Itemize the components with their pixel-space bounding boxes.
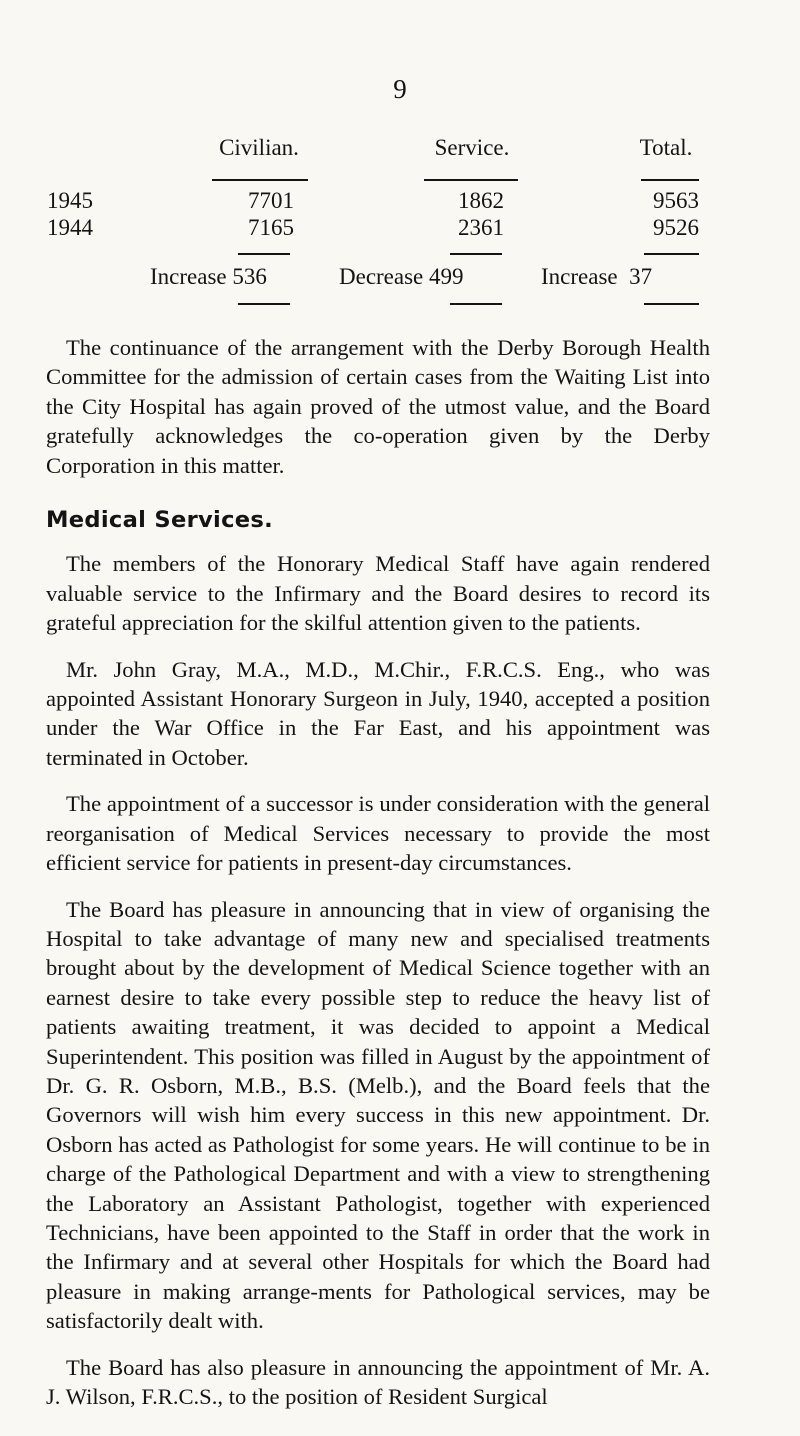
cell-civilian: 7165 [248,215,294,240]
header-civilian: Civilian. [219,135,299,160]
rule-total-mid [644,253,699,255]
report-body [46,333,710,1428]
cell-total: 9526 [653,215,699,240]
change-civilian: Increase 536 [150,264,267,289]
rule-total-bottom [644,303,699,305]
header-service: Service. [434,135,510,160]
cell-civilian: 7701 [248,188,294,213]
statistics-table [0,0,800,320]
rule-civilian-mid [238,253,290,255]
paragraph: The Board has pleasure in announcing that in view of organising the Hospital to take advantage of many new and specialised treatments brought about by the development of Medical Science together with an earnest desire to take every possible step to reduce the heavy list of patients awaiting treatment, it was decided to appoint a Medical Superintendent. This position was filled in August by the appointment of Dr. G. R. Osborn, M.B., B.S. (Melb.), and the Board feels that the Governors will wish him every success in this new appointment. Dr. Osborn has acted as Pathologist for some years. He will continue to be in charge of the Pathological Department and with a view to strengthening the Laboratory an Assistant Pathologist, together with experienced Technicians, have been appointed to the Staff in order that the work in the Infirmary and at several other Hospitals for which the Board had pleasure in making arrange-ments for Pathological services, may be satisfactorily dealt with. [46,896,710,1334]
cell-service: 2361 [458,215,504,240]
change-total: Increase 37 [541,264,653,289]
section-heading: Medical Services. [46,507,274,534]
paragraph: The members of the Honorary Medical Staff have again rendered valuable service to the Infirmary and the Board desires to record its grateful appreciation for the skilful attention given to the patients. [46,551,710,636]
header-total: Total. [639,135,693,160]
change-service: Decrease 499 [339,264,464,289]
cell-total: 9563 [653,188,699,213]
rule-service-bottom [450,303,502,305]
rule-civilian-top [212,179,308,181]
rule-service-top [424,179,518,181]
rule-total-top [641,179,699,181]
paragraph: The appointment of a successor is under consideration with the general reorganisation of Medical Services necessary to provide the most efficient service for patients in present-day circumstances. [46,791,710,876]
page-number: 9 [393,74,407,104]
paragraph: Mr. John Gray, M.A., M.D., M.Chir., F.R.C.S. Eng., who was appointed Assistant Honorary Surgeon in July, 1940, accepted a position under the War Office in the Far East, and his appointment was terminated in October. [46,656,710,770]
paragraph: The continuance of the arrangement with the Derby Borough Health Committee for the admission of certain cases from the Waiting List into the City Hospital has again proved of the utmost value, and the Board gratefully acknowledges the co-operation given by the Derby Corporation in this matter. [46,335,710,478]
paragraph: The Board has also pleasure in announcing the appointment of Mr. A. J. Wilson, F.R.C.S., to the position of Resident Surgical [46,1354,710,1409]
row-year: 1944 [47,215,93,240]
cell-service: 1862 [458,188,504,213]
row-year: 1945 [47,188,93,213]
rule-civilian-bottom [238,303,290,305]
rule-service-mid [450,253,502,255]
